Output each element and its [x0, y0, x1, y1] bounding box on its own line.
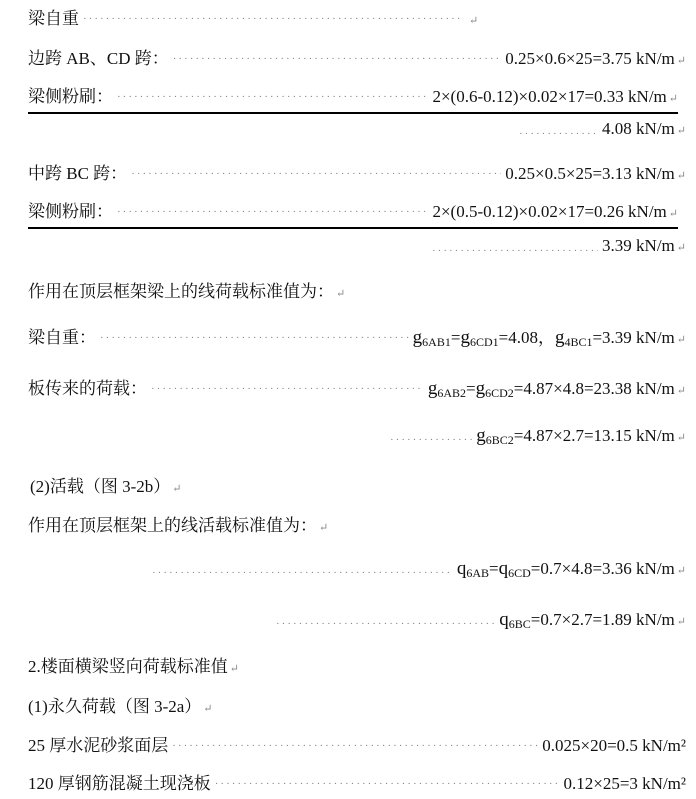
side-span-value: 0.25×0.6×25=3.75 kN/m — [505, 49, 675, 68]
self-weight-row — [28, 323, 686, 353]
mortar-row — [28, 731, 686, 761]
perm-heading-row — [28, 692, 686, 722]
return-mark: ↵ — [469, 15, 479, 27]
q6ab-formula: $q_{6AB}=q_{6CD}=0.7\times 4.8=3.36$ kN/m — [456, 558, 675, 580]
dot-leader — [100, 332, 409, 344]
return-mark: ↵ — [668, 208, 678, 220]
live-load-heading: (2)活载（图 3-2b） — [30, 477, 171, 496]
return-mark: ↵ — [676, 385, 686, 397]
mortar-value: 0.025×20=0.5 kN/m² — [542, 736, 686, 755]
return-mark: ↵ — [676, 334, 686, 346]
live-load-heading-row — [30, 472, 686, 502]
dot-leader — [432, 245, 598, 257]
slab-load-label: 板传来的荷载： — [28, 379, 147, 398]
g6bc2-formula: $g_{6BC2}=4.87\times 2.7=13.15$ kN/m — [476, 425, 675, 447]
return-mark: ↵ — [676, 125, 686, 137]
slab-load-formula: $g_{6AB2}=g_{6CD2}=4.87\times 4.8=23.38$ kN/m — [427, 378, 675, 400]
g6bc2-row — [386, 425, 686, 455]
slab-load-row — [28, 374, 686, 404]
return-mark: ↵ — [676, 55, 686, 67]
return-mark: ↵ — [319, 522, 329, 534]
top-line-load-text: 作用在顶层框架梁上的线荷载标准值为： — [28, 282, 334, 301]
dot-leader — [519, 128, 598, 140]
side-plaster-label: 梁侧粉刷： — [28, 87, 113, 106]
q6bc-formula: $q_{6BC}=0.7\times 2.7=1.89$ kN/m — [499, 609, 675, 631]
mid-span-row — [28, 159, 686, 189]
dot-leader — [173, 53, 502, 65]
perm-heading: (1)永久荷载（图 3-2a） — [28, 697, 202, 716]
side-total-value: 4.08 kN/m — [602, 119, 675, 138]
slab-label: 120 厚钢筋混凝土现浇板 — [28, 774, 211, 793]
side-total-row — [515, 119, 686, 149]
return-mark: ↵ — [668, 93, 678, 105]
return-mark: ↵ — [676, 565, 686, 577]
floor-heading: 2.楼面横梁竖向荷载标准值 — [28, 657, 228, 676]
mid-plaster-label: 梁侧粉刷： — [28, 202, 113, 221]
return-mark: ↵ — [336, 288, 346, 300]
dot-leader — [215, 778, 560, 790]
slab-row — [28, 769, 686, 799]
dot-leader — [151, 383, 424, 395]
mid-total-row — [428, 236, 686, 266]
dot-leader — [117, 206, 428, 218]
mid-span-value: 0.25×0.5×25=3.13 kN/m — [505, 164, 675, 183]
dot-leader — [131, 168, 501, 180]
return-mark: ↵ — [172, 483, 182, 495]
dot-leader — [117, 91, 428, 103]
mid-plaster-value: 2×(0.5-0.12)×0.02×17=0.26 kN/m — [432, 202, 667, 221]
mid-span-label: 中跨 BC 跨： — [28, 164, 128, 183]
return-mark: ↵ — [676, 616, 686, 628]
side-plaster-row — [28, 82, 678, 114]
return-mark: ↵ — [676, 242, 686, 254]
side-span-row — [28, 44, 686, 74]
beam-self-label: 梁自重 — [28, 9, 79, 28]
dot-leader — [276, 618, 495, 630]
q6bc-row — [272, 609, 686, 639]
slab-value: 0.12×25=3 kN/m² — [563, 774, 686, 793]
top-line-load-intro — [28, 277, 686, 307]
mortar-label: 25 厚水泥砂浆面层 — [28, 736, 169, 755]
beam-self-weight-heading — [28, 4, 686, 34]
top-live-intro-row — [28, 511, 686, 541]
self-weight-label: 梁自重： — [28, 328, 96, 347]
floor-heading-row — [28, 652, 686, 682]
dot-leader — [172, 740, 538, 752]
return-mark: ↵ — [203, 703, 213, 715]
return-mark: ↵ — [229, 663, 239, 675]
side-plaster-value: 2×(0.6-0.12)×0.02×17=0.33 kN/m — [432, 87, 667, 106]
return-mark: ↵ — [676, 432, 686, 444]
q6ab-row — [148, 558, 686, 588]
side-span-label: 边跨 AB、CD 跨： — [28, 49, 169, 68]
dot-leader — [83, 13, 463, 25]
dot-leader — [390, 434, 472, 446]
mid-plaster-row — [28, 197, 678, 229]
return-mark: ↵ — [676, 170, 686, 182]
self-weight-formula: $g_{6AB1}=g_{6CD1}=4.08$，$g_{4BC1}=3.39$ kN/m — [412, 327, 675, 349]
dot-leader — [152, 567, 453, 579]
mid-total-value: 3.39 kN/m — [602, 236, 675, 255]
top-live-intro: 作用在顶层框架上的线活载标准值为： — [28, 516, 317, 535]
